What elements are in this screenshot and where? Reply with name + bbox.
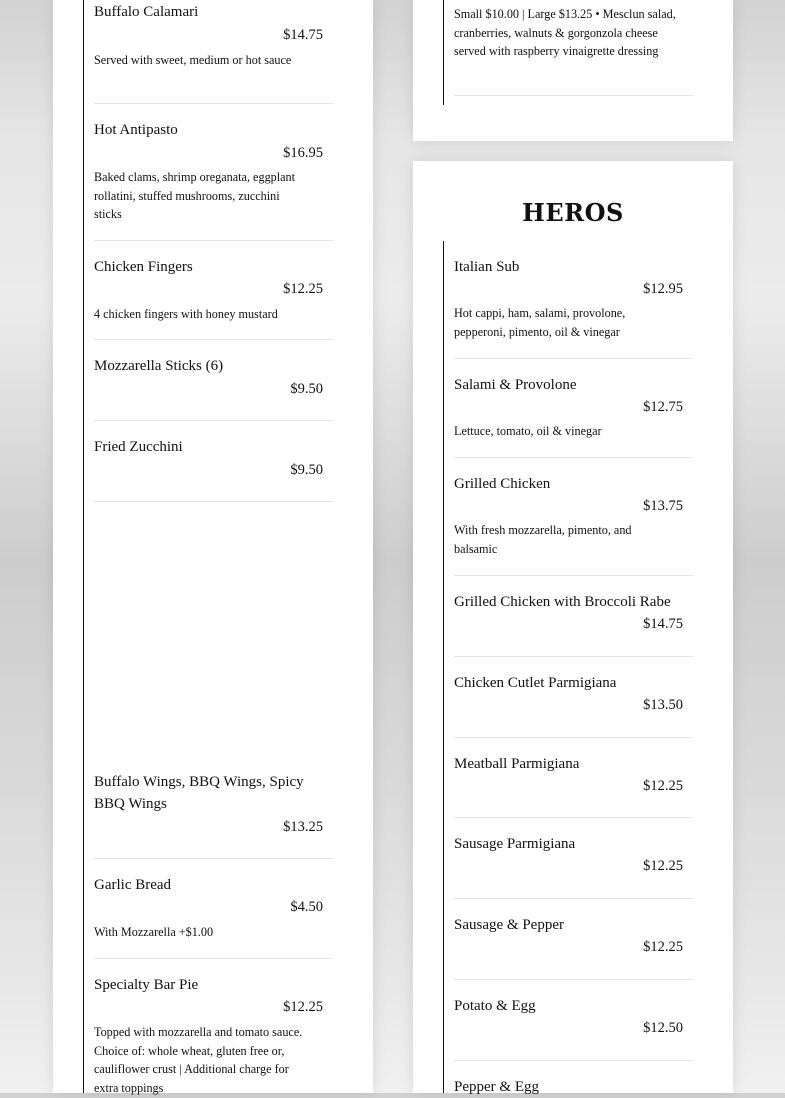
item-price: $12.25: [643, 778, 683, 794]
item-price: $12.25: [283, 281, 323, 297]
item-price: $4.50: [290, 899, 323, 915]
menu-item[interactable]: [454, 818, 693, 899]
item-description: Served with sweet, medium or hot sauce: [94, 53, 292, 67]
salads-divider-line: [443, 0, 444, 105]
item-name: Meatball Parmigiana: [454, 756, 580, 772]
item-name: Sausage Parmigiana: [454, 836, 576, 852]
menu-item[interactable]: [454, 657, 693, 738]
menu-item[interactable]: [94, 340, 333, 421]
item-name: Sausage & Pepper: [454, 917, 564, 933]
item-name: Buffalo Calamari: [94, 4, 199, 20]
menu-item[interactable]: [94, 959, 333, 1093]
item-description: Topped with mozzarella and tomato sauce. Choice of: whole wheat, gluten free or, cauliflower crust | Additional charge for extra toppings: [94, 1025, 303, 1095]
menu-item[interactable]: [454, 458, 693, 576]
item-price: $12.95: [643, 281, 683, 297]
heros-card: [413, 161, 733, 1093]
item-description: With Mozzarella +$1.00: [94, 925, 214, 939]
item-name: Mozzarella Sticks (6): [94, 358, 224, 374]
item-price: $9.50: [290, 462, 323, 478]
item-price: $14.75: [643, 616, 683, 632]
item-price: $12.75: [643, 399, 683, 415]
section-title: HEROS: [522, 198, 624, 227]
menu-item[interactable]: [454, 0, 693, 96]
item-price: $13.50: [643, 697, 683, 713]
menu-item[interactable]: [454, 899, 693, 980]
item-name: Specialty Bar Pie: [94, 977, 199, 993]
appetizers-card: [53, 0, 373, 1093]
menu-item[interactable]: [454, 1061, 693, 1093]
item-description: Hot cappi, ham, salami, provolone, pepperoni, pimento, oil & vinegar: [454, 306, 626, 339]
item-description: 4 chicken fingers with honey mustard: [94, 307, 278, 321]
menu-item[interactable]: [454, 241, 693, 359]
item-description: Small $10.00 | Large $13.25 • Mesclun salad, cranberries, walnuts & gorgonzola cheese served with raspberry vinaigrette dressing: [454, 7, 676, 58]
item-name: Grilled Chicken with Broccoli Rabe: [454, 594, 671, 610]
menu-item[interactable]: [454, 576, 693, 657]
left-divider-line: [83, 0, 84, 1093]
item-description: Baked clams, shrimp oreganata, eggplant rollatini, stuffed mushrooms, zucchini sticks: [94, 170, 296, 221]
item-price: $14.75: [283, 27, 323, 43]
item-price: $9.50: [290, 381, 323, 397]
item-description: Lettuce, tomato, oil & vinegar: [454, 424, 602, 438]
menu-item[interactable]: [94, 0, 333, 104]
item-name: Hot Antipasto: [94, 122, 178, 138]
item-name: Chicken Fingers: [94, 259, 193, 275]
item-name: Fried Zucchini: [94, 439, 183, 455]
menu-item[interactable]: [94, 104, 333, 241]
item-name: Buffalo Wings, BBQ Wings, Spicy BBQ Wings: [94, 774, 304, 812]
item-name: Chicken Cutlet Parmigiana: [454, 675, 617, 691]
item-price: $13.75: [643, 498, 683, 514]
item-price: $12.25: [643, 939, 683, 955]
item-name: Grilled Chicken: [454, 476, 551, 492]
menu-item[interactable]: [94, 859, 333, 959]
item-name: Italian Sub: [454, 259, 520, 275]
item-description: With fresh mozzarella, pimento, and balsamic: [454, 523, 632, 556]
heros-divider-line: [443, 241, 444, 1093]
salads-card: [413, 0, 733, 141]
item-price: $12.25: [283, 999, 323, 1015]
item-name: Garlic Bread: [94, 877, 172, 893]
menu-item[interactable]: [454, 980, 693, 1061]
item-price: $12.50: [643, 1020, 683, 1036]
item-name: Pepper & Egg: [454, 1079, 539, 1095]
menu-item[interactable]: [454, 359, 693, 458]
menu-item[interactable]: [94, 421, 333, 502]
item-name: Potato & Egg: [454, 998, 536, 1014]
item-price: $12.25: [643, 858, 683, 874]
item-price: $16.95: [283, 145, 323, 161]
menu-item[interactable]: [454, 738, 693, 818]
menu-item[interactable]: [94, 241, 333, 340]
menu-item[interactable]: [94, 771, 333, 859]
item-name: Salami & Provolone: [454, 377, 577, 393]
item-price: $13.25: [283, 819, 323, 835]
